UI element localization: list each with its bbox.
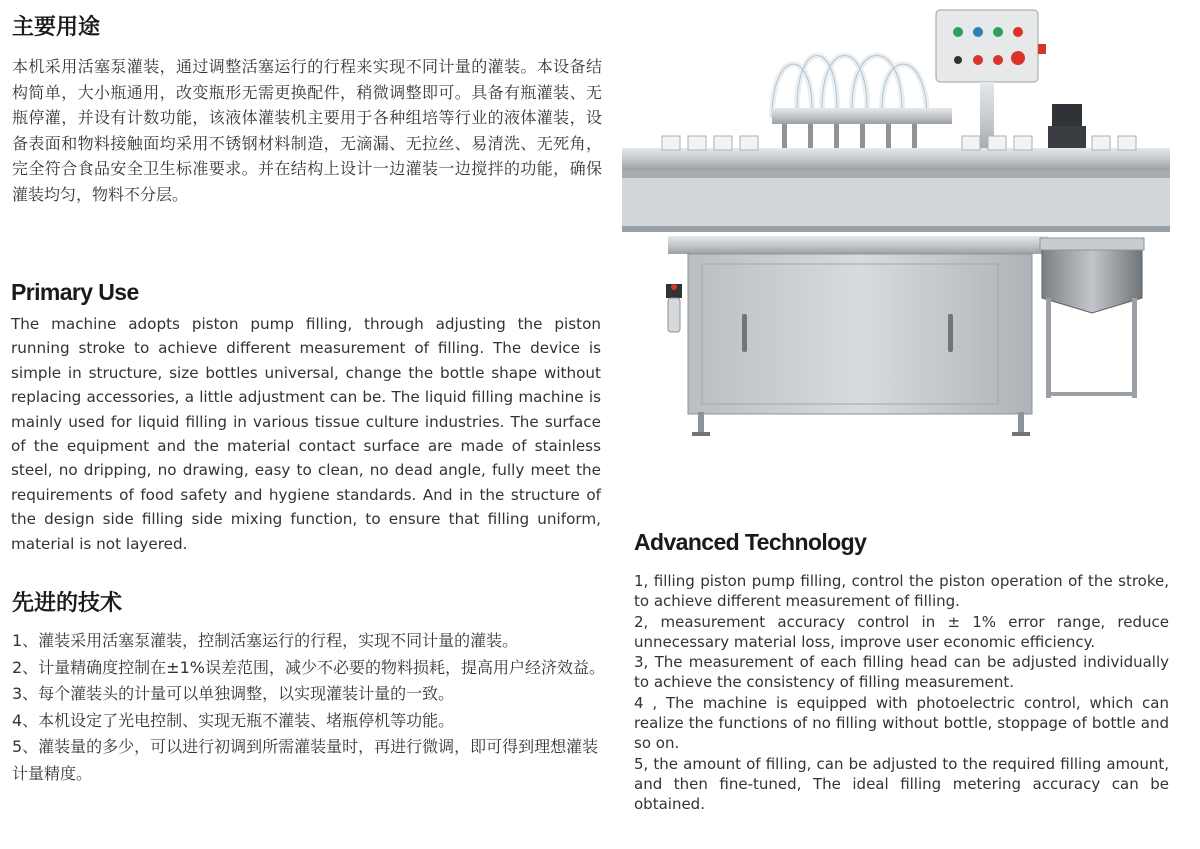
list-item: 2, measurement accuracy control in ± 1% error range, reduce unnecessary material loss, improve user economic efficiency.	[634, 612, 1169, 651]
list-item: 2、计量精确度控制在±1%误差范围，减少不必要的物料损耗，提高用户经济效益。	[12, 657, 605, 677]
en-advanced-section	[634, 528, 1169, 815]
list-item: 3, The measurement of each filling head can be adjusted individually to achieve the consistency of filling measurement.	[634, 653, 1169, 692]
en-primary-body: The machine adopts piston pump filling, through adjusting the piston running stroke to achieve different measurement of filling. The device is simple in structure, size bottles universal, change the bottle shape without replacing accessories, a little adjustment can be. The liquid filling machine is mainly used for liquid filling in various tissue culture industries. The surface of the equipment and the material contact surface are made of stainless steel, no dripping, no drawing, easy to clean, no dead angle, fully meet the requirements of food safety and hygiene standards. And in the structure of the design side filling side mixing function, to ensure that filling uniform, material is not layered.	[11, 315, 601, 553]
zh-primary-title: 主要用途	[12, 15, 101, 40]
list-item: 1, filling piston pump filling, control the piston operation of the stroke, to achieve different measurement of filling.	[634, 572, 1169, 611]
en-advanced-title: Advanced Technology	[634, 529, 867, 555]
list-item: 4 , The machine is equipped with photoelectric control, which can realize the functions of no filling without bottle, stoppage of bottle and so on.	[634, 693, 1169, 753]
list-item: 4、本机设定了光电控制、实现无瓶不灌装、堵瓶停机等功能。	[12, 710, 455, 730]
zh-primary-body: 本机采用活塞泵灌装，通过调整活塞运行的行程来实现不同计量的灌装。本设备结构简单，大小瓶通用，改变瓶形无需更换配件，稍微调整即可。具备有瓶灌装、无瓶停灌，并设有计数功能，该液体灌装机主要用于各种组培等行业的液体灌装，设备表面和物料接触面均采用不锈钢材料制造，无滴漏、无拉丝、易清洗、无死角，完全符合食品安全卫生标准要求。并在结构上设计一边灌装一边搅拌的功能，确保灌装均匀，物料不分层。	[12, 57, 602, 204]
en-primary-section	[11, 278, 601, 556]
list-item: 3、每个灌装头的计量可以单独调整，以实现灌装计量的一致。	[12, 684, 455, 703]
list-item: 1、灌装采用活塞泵灌装，控制活塞运行的行程，实现不同计量的灌装。	[12, 631, 519, 650]
list-item: 5、灌装量的多少，可以进行初调到所需灌装量时，再进行微调，即可得到理想灌装计量精度。	[12, 737, 599, 783]
zh-primary-section	[12, 14, 602, 207]
en-primary-title: Primary Use	[11, 279, 139, 305]
piston-filling-machine-photo	[622, 8, 1170, 448]
zh-advanced-section	[12, 590, 610, 787]
zh-advanced-list	[12, 628, 610, 787]
en-advanced-list	[634, 571, 1169, 815]
zh-advanced-title: 先进的技术	[12, 591, 123, 616]
list-item: 5, the amount of filling, can be adjusted to the required filling amount, and then fine-tuned, The ideal filling metering accuracy can be obtained.	[634, 754, 1169, 814]
